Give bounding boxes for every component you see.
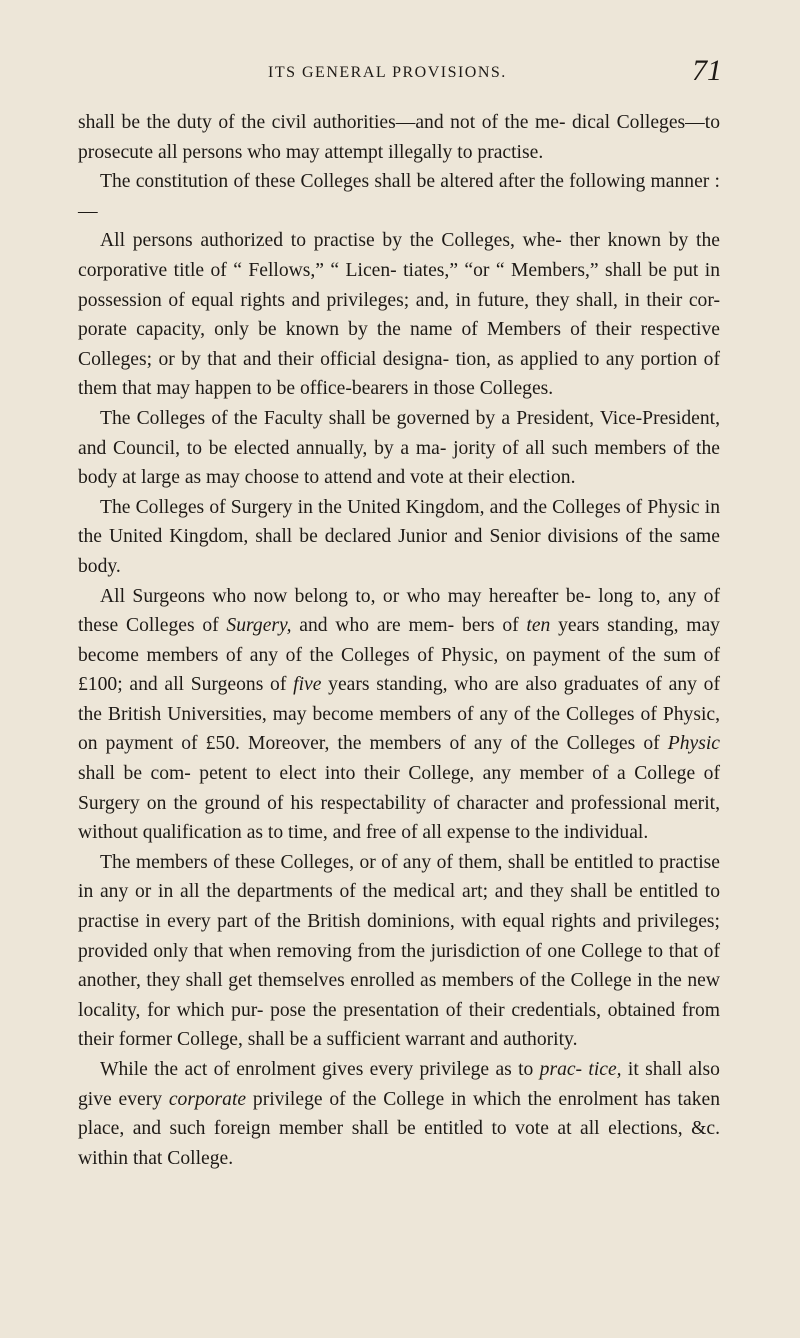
text-run: shall be com- petent to elect into their College, any member of a College of Surgery on the ground of his respectability of character and professional merit, without qualification as to time, and free of all expense to the individual. — [78, 763, 720, 844]
paragraph — [78, 582, 720, 848]
text-run: The members of these Colleges, or of any of them, shall be entitled to practise in any or in all the departments of the medical art; and they shall be entitled to practise in every part of the British dominions, with equal rights and privileges; provided only that when removing from the jurisdiction of one College to that of another, they shall get themselves enrolled as members of the College in the new locality, for which pur- pose the presentation of their credentials, obtained from their former College, shall be a sufficient warrant and authority. — [78, 851, 720, 1051]
body-text — [78, 108, 720, 1173]
paragraph — [78, 226, 720, 404]
text-run: The Colleges of the Faculty shall be governed by a President, Vice-President, and Council, to be elected annually, by a ma- jority of all such members of the body at large as may choose to attend and vote at their election. — [78, 407, 720, 489]
running-head-title: ITS GENERAL PROVISIONS. — [268, 64, 507, 81]
paragraph — [78, 108, 720, 167]
paragraph — [78, 1055, 720, 1173]
italic-text-run: ten — [526, 615, 551, 637]
page-number: 71 — [692, 54, 722, 87]
italic-text-run: Surgery, — [226, 615, 292, 637]
text-run: privilege of the College in which the enrolment has taken place, and such foreign member shall be entitled to vote at all elections, &c. within that College. — [78, 1088, 720, 1169]
text-run: years standing, who are also graduates of any of the British Universities, may become members of any of the Colleges of Physic, on payment of £50. Moreover, the members of any of the Colleges of — [78, 674, 720, 755]
paragraph — [78, 404, 720, 493]
text-run: All persons authorized to practise by the Colleges, whe- ther known by the corporative title of “ Fellows,” “ Licen- tiates,” “or “ Members,” shall be put in possession of equal rights and privileges; and, in future, they shall, in their cor- porate capacity, only be known by the name of Members of their respective Colleges; or by that and their official designa- tion, as applied to any portion of them that may happen to be office-bearers in those Colleges. — [78, 230, 720, 400]
text-run: and who are mem- bers of — [291, 615, 527, 637]
italic-text-run: five — [293, 674, 322, 696]
paragraph — [78, 167, 720, 226]
italic-text-run: corporate — [168, 1088, 247, 1110]
text-run: All Surgeons who now belong to, or who may hereafter be- long to, any of these Colleges of — [78, 585, 720, 637]
text-run: The Colleges of Surgery in the United Kingdom, and the Colleges of Physic in the United Kingdom, shall be declared Junior and Senior divisions of the same body. — [78, 496, 720, 577]
text-run: shall be the duty of the civil authorities—and not of the me- dical Colleges—to prosecute all persons who may attempt illegally to practise. — [78, 112, 720, 163]
text-run: it shall also give every — [78, 1059, 720, 1110]
running-head — [0, 54, 800, 88]
paragraph — [78, 848, 720, 1055]
text-run: While the act of enrolment gives every privilege as to — [100, 1059, 540, 1080]
italic-text-run: Physic — [667, 733, 720, 755]
italic-text-run: prac- tice, — [539, 1059, 622, 1080]
paragraph — [78, 493, 720, 582]
text-run: years standing, may become members of any of the Colleges of Physic, on payment of the sum of £100; and all Surgeons of — [78, 615, 720, 696]
text-run: The constitution of these Colleges shall be altered after the following manner :— — [78, 171, 720, 222]
